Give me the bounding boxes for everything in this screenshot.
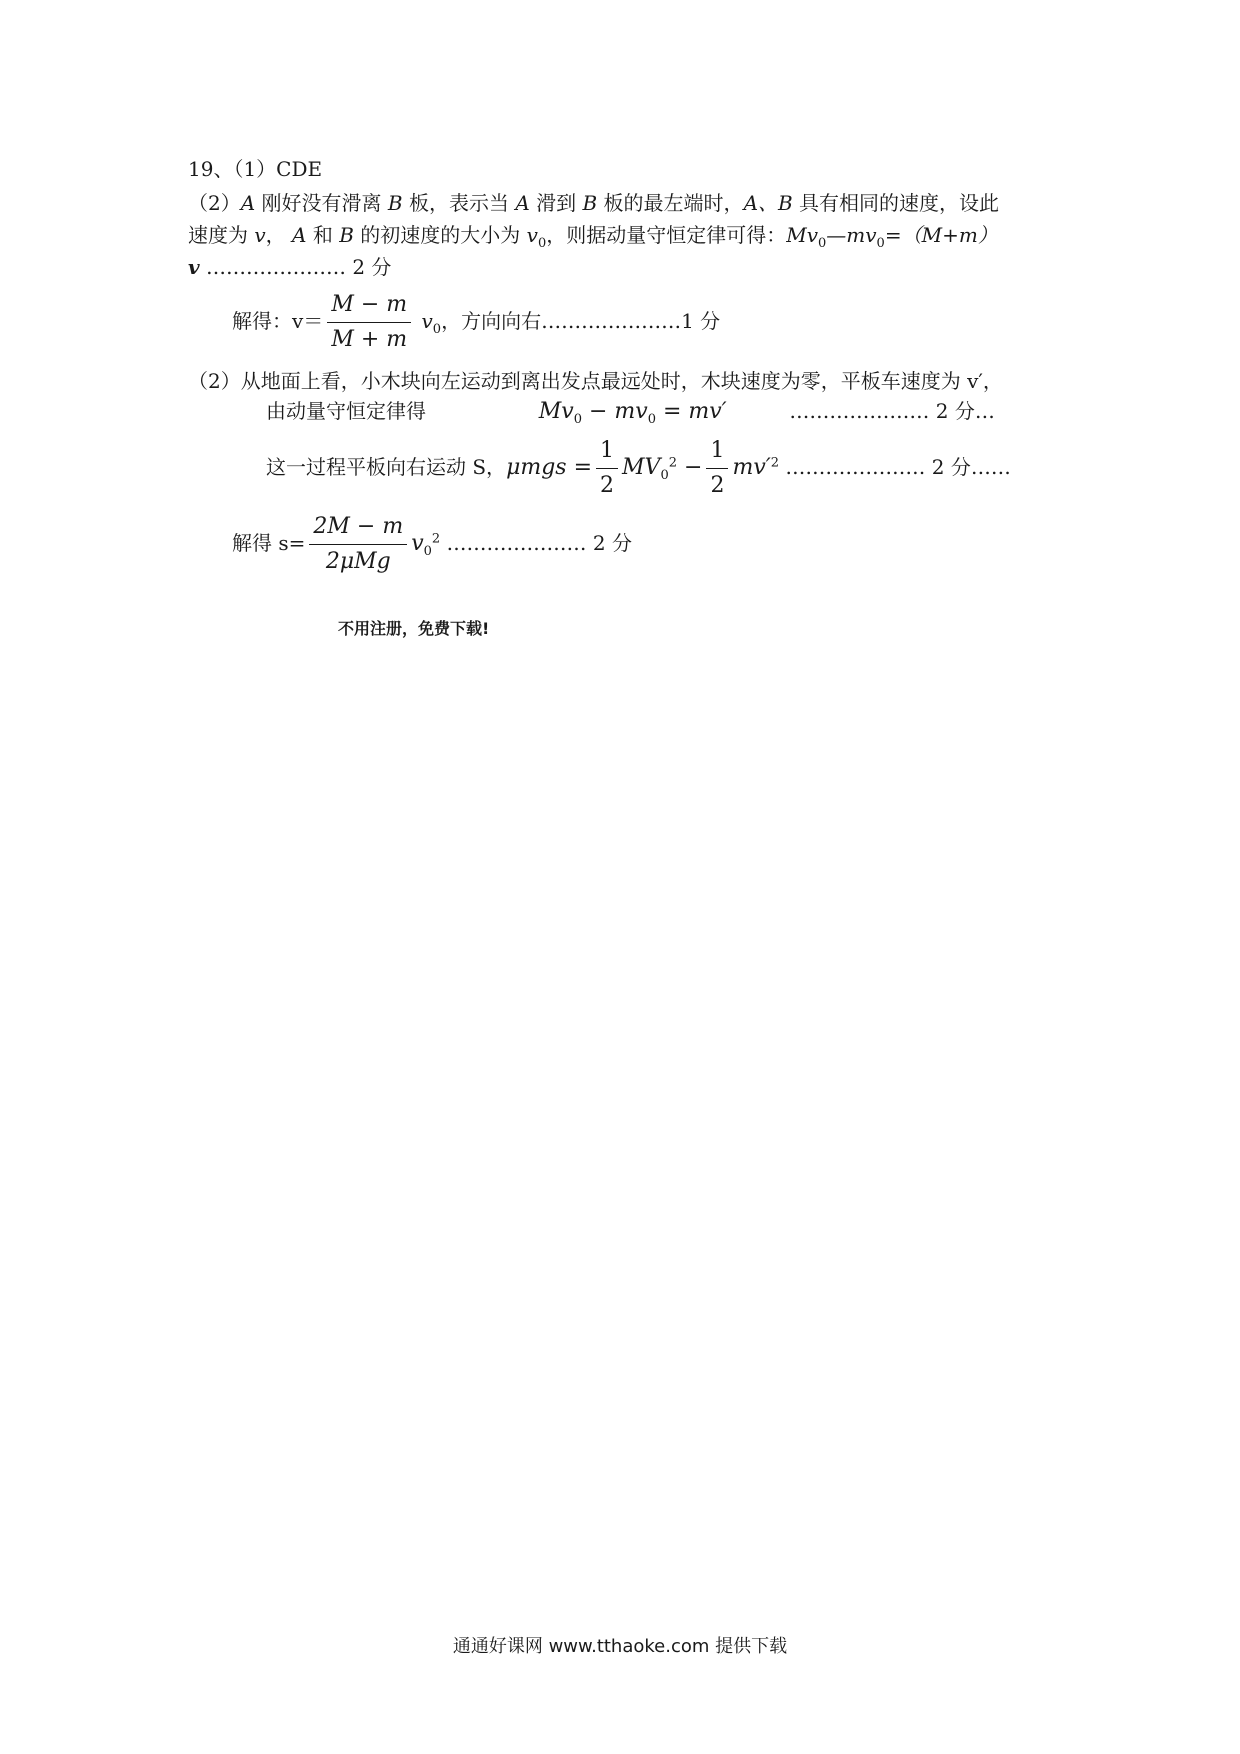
free-download-note: 不用注册，免费下载! bbox=[338, 619, 490, 638]
solution-2: 解得 s= $\frac{2M - m}{\text{2μMg}}$ $v_0^2$ ………………… 2 分 bbox=[232, 512, 632, 577]
q19-part2-line3: v ………………… 2 分 bbox=[188, 255, 392, 279]
q19-part3-line2: 由动量守恒定律得 $Mv_0 - mv_0 = mv'$ ………………… 2 分… bbox=[266, 399, 995, 427]
fraction-v: $\frac{M - m}{M + m}$ bbox=[327, 290, 411, 355]
fraction-s: $\frac{2M - m}{\text{2μMg}}$ bbox=[309, 512, 407, 577]
q19-part1: 19、（1）CDE bbox=[188, 157, 323, 181]
q19-part3-line3: 这一过程平板向右运动 S，μmgs = $\frac{1}{2}$ $MV_0^2$ − $\frac{1}{2}$ $mv'^2$ ………………… 2 分…… bbox=[266, 438, 1011, 498]
q19-part3-line1: （2）从地面上看，小木块向左运动到离出发点最远处时，木块速度为零，平板车速度为 v′， bbox=[188, 369, 1003, 393]
q19-part2-line1: （2）A 刚好没有滑离 B 板，表示当 A 滑到 B 板的最左端时，A、B 具有相同的速度，设此 bbox=[188, 191, 1000, 215]
page-footer: 通通好课网 www.tthaoke.com 提供下载 bbox=[452, 1636, 788, 1657]
q19-part2-line2: 速度为 v， A 和 B 的初速度的大小为 $v_0$，则据动量守恒定律可得：$Mv_0—mv_0=(M+m)$ bbox=[188, 223, 998, 251]
solution-1: 解得：v＝ $\frac{M - m}{M + m}$ $v_0$，方向向右…………………1 分 bbox=[232, 290, 720, 355]
